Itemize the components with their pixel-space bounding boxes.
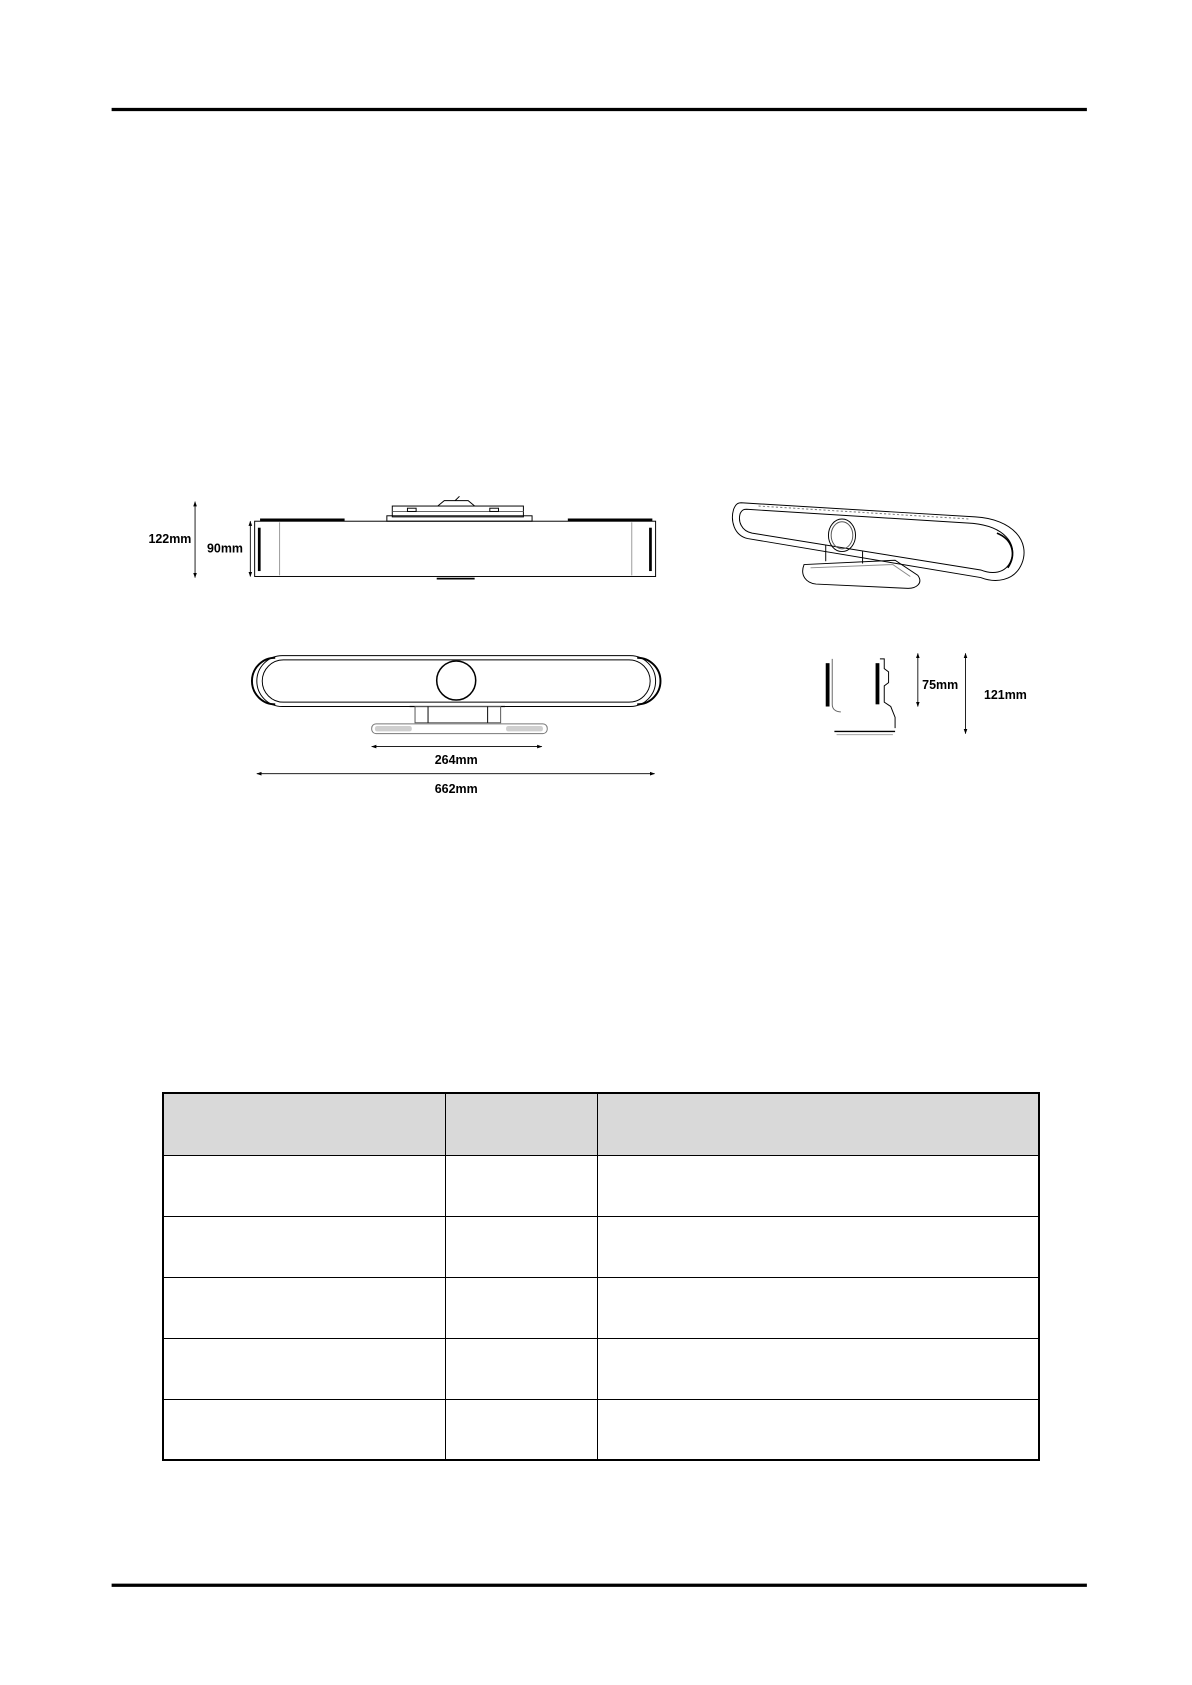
dimension-label-total-height: 122mm [148,531,192,546]
table-body [163,1155,1039,1460]
table-row [163,1277,1039,1338]
table-row [163,1338,1039,1399]
camera-lens [437,661,476,700]
table-cell [163,1277,445,1338]
top-view-mount [387,496,532,521]
table-cell [163,1338,445,1399]
table-header-cell [163,1093,445,1155]
table-header-cell [597,1093,1039,1155]
dimension-label-bar-height: 90mm [206,541,243,556]
dimension-label-side-bar-height: 75mm [922,678,959,693]
dimension-label-stand-width: 264mm [434,752,478,767]
table-cell [163,1216,445,1277]
table-cell [445,1155,597,1216]
perspective-view-drawing [732,503,1024,589]
camera-lens [828,519,855,552]
top-view-right-pad [568,519,653,522]
front-view-bar-outer [257,656,656,707]
table-header-row [163,1093,1039,1155]
top-view-left-pad [260,519,345,522]
top-view-left-end [258,528,261,571]
top-view-right-end [649,528,652,571]
dimension-label-total-width: 662mm [434,782,478,797]
perspective-bar-inner [739,509,1012,572]
table-cell [445,1277,597,1338]
front-view-bar-inner [262,660,650,702]
front-view-drawing [252,656,661,734]
spec-table [162,1092,1040,1461]
table-cell [445,1338,597,1399]
table-cell [445,1216,597,1277]
table-row [163,1216,1039,1277]
table-cell [597,1216,1039,1277]
table-cell [163,1155,445,1216]
table-cell [597,1338,1039,1399]
table-row [163,1155,1039,1216]
table-cell [597,1277,1039,1338]
perspective-bar-outer [732,503,1024,581]
top-view-drawing [255,496,656,578]
table-row [163,1399,1039,1460]
top-view-bar-body [255,521,656,576]
dimension-label-side-total-height: 121mm [983,687,1027,702]
table-header-cell [445,1093,597,1155]
front-view-stand [372,707,548,734]
table-header [163,1093,1039,1155]
table-cell [597,1155,1039,1216]
side-view-drawing [826,659,895,735]
table-cell [597,1399,1039,1460]
table-cell [445,1399,597,1460]
table-cell [163,1399,445,1460]
side-view-bracket [880,659,895,728]
